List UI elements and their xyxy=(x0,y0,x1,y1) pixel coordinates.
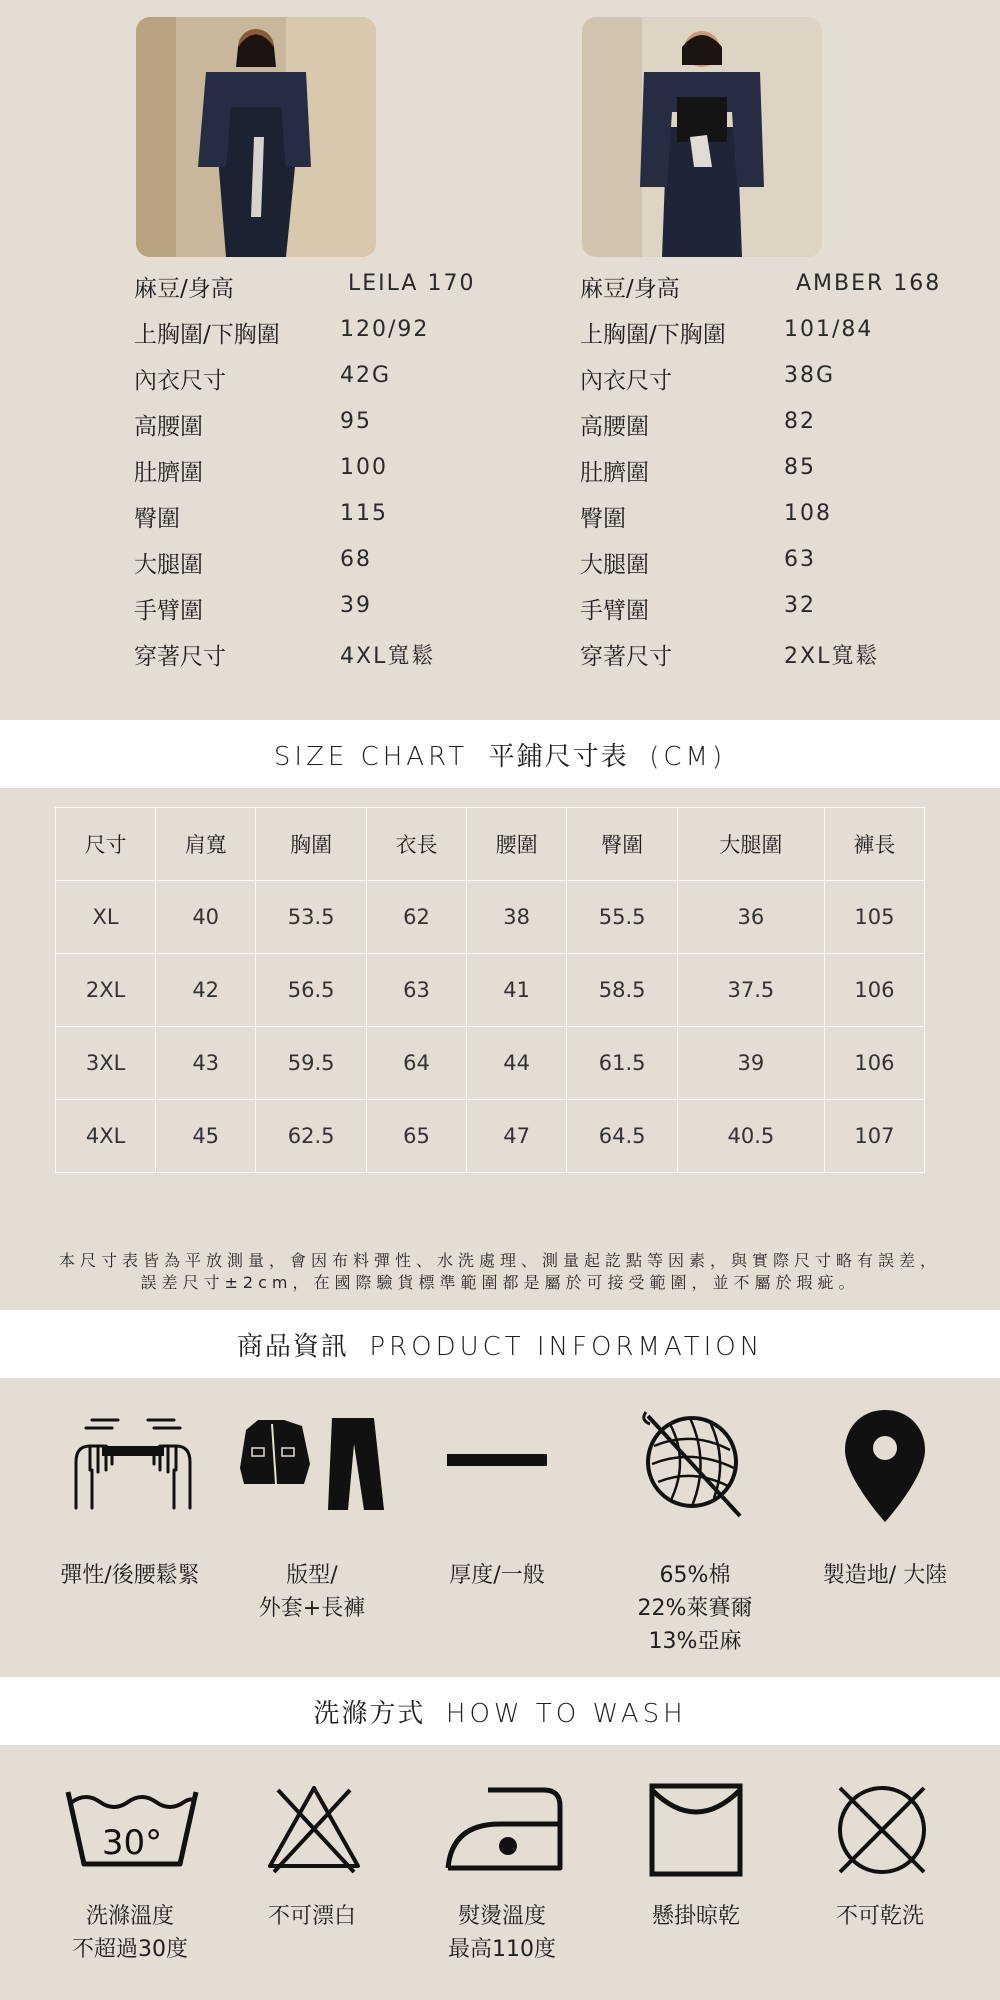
size-chart-column-header: 大腿圍 xyxy=(677,808,824,881)
model-1-row-label: 麻豆/身高 xyxy=(134,276,234,302)
model-2-row-label: 肚臍圍 xyxy=(580,460,649,486)
size-chart-column-header: 腰圍 xyxy=(467,808,567,881)
table-cell: 36 xyxy=(677,881,824,954)
wash-label-hang-dry: 懸掛晾乾 xyxy=(651,1904,740,1929)
thickness-line-icon xyxy=(447,1452,547,1472)
iron-icon xyxy=(444,1784,564,1874)
size-chart-column-header: 衣長 xyxy=(366,808,466,881)
model-2-row-label: 麻豆/身高 xyxy=(580,276,680,302)
model-2-row-label: 大腿圍 xyxy=(580,552,649,578)
table-cell: 64 xyxy=(366,1027,466,1100)
size-chart-column-header: 肩寬 xyxy=(156,808,256,881)
wash-label-no-dry-clean: 不可乾洗 xyxy=(835,1904,924,1929)
wash-title-zh: 洗滌方式 xyxy=(313,1698,426,1729)
feature-label-yarn-ball: 65%棉 22%萊賽爾 13%亞麻 xyxy=(637,1563,753,1654)
size-label-cell: 4XL xyxy=(56,1100,156,1173)
model-1-row-value: 39 xyxy=(340,593,372,618)
model-1-row-label: 內衣尺寸 xyxy=(134,368,226,394)
model-2-row-value: 101/84 xyxy=(784,317,874,342)
hang-dry-icon xyxy=(648,1782,744,1878)
feature-label-thickness-line: 厚度/一般 xyxy=(449,1563,545,1588)
table-cell: 47 xyxy=(467,1100,567,1173)
stretch-icon xyxy=(68,1412,198,1512)
size-chart-title-zh: 平鋪尺寸表 xyxy=(488,741,629,772)
model-2-row-value: 32 xyxy=(784,593,816,618)
size-label-cell: 3XL xyxy=(56,1027,156,1100)
table-cell: 44 xyxy=(467,1027,567,1100)
table-cell: 61.5 xyxy=(567,1027,678,1100)
measurement-note-line2: 誤差尺寸±2cm，在國際驗貨標準範圍都是屬於可接受範圍，並不屬於瑕疵。 xyxy=(140,1273,860,1292)
jacket-pants-icon xyxy=(236,1414,386,1514)
table-cell: 55.5 xyxy=(567,881,678,954)
table-row xyxy=(56,1027,925,1100)
feature-label-jacket-pants: 版型/ 外套+長褲 xyxy=(258,1563,366,1621)
table-cell: 59.5 xyxy=(256,1027,367,1100)
model-1-row-value: 95 xyxy=(340,409,372,434)
model-1-row-value: 42G xyxy=(340,363,392,388)
model-2-row-label: 手臂圍 xyxy=(580,598,649,624)
model-2-row-value: 82 xyxy=(784,409,816,434)
model-2-row-label: 穿著尺寸 xyxy=(580,644,672,670)
table-cell: 40.5 xyxy=(677,1100,824,1173)
model-2-row-label: 內衣尺寸 xyxy=(580,368,672,394)
model-2-row-label: 高腰圍 xyxy=(580,414,649,440)
measurement-note-line1: 本尺寸表皆為平放測量，會因布料彈性、水洗處理、測量起訖點等因素，與實際尺寸略有誤差， xyxy=(58,1251,941,1270)
no-bleach-icon xyxy=(264,1780,364,1880)
yarn-ball-icon xyxy=(640,1410,750,1520)
size-label-cell: 2XL xyxy=(56,954,156,1027)
model-2-row-value: 85 xyxy=(784,455,816,480)
table-cell: 53.5 xyxy=(256,881,367,954)
model-2-row-label: 臀圍 xyxy=(580,506,626,532)
size-chart-column-header: 胸圍 xyxy=(256,808,367,881)
size-label-cell: XL xyxy=(56,881,156,954)
table-row xyxy=(56,954,925,1027)
table-cell: 62 xyxy=(366,881,466,954)
model-1-row-value: 120/92 xyxy=(340,317,430,342)
table-cell: 64.5 xyxy=(567,1100,678,1173)
table-cell: 41 xyxy=(467,954,567,1027)
table-cell: 37.5 xyxy=(677,954,824,1027)
size-chart-title-en: SIZE CHART xyxy=(273,741,469,772)
location-pin-icon xyxy=(845,1408,925,1528)
table-cell: 40 xyxy=(156,881,256,954)
table-cell: 105 xyxy=(824,881,924,954)
table-cell: 106 xyxy=(824,1027,924,1100)
product-info-title-zh: 商品資訊 xyxy=(236,1331,349,1362)
feature-label-location-pin: 製造地/ 大陸 xyxy=(822,1563,948,1588)
table-cell: 65 xyxy=(366,1100,466,1173)
size-chart-table xyxy=(55,807,925,1173)
model-1-row-value: 68 xyxy=(340,547,372,572)
feature-label-stretch: 彈性/後腰鬆緊 xyxy=(60,1563,200,1588)
model-2-row-value: 108 xyxy=(784,501,832,526)
table-cell: 63 xyxy=(366,954,466,1027)
model-1-row-label: 大腿圍 xyxy=(134,552,203,578)
model-2-row-value: 2XL寬鬆 xyxy=(784,644,880,669)
model-1-row-label: 上胸圍/下胸圍 xyxy=(134,322,280,348)
model-1-row-label: 穿著尺寸 xyxy=(134,644,226,670)
no-dry-clean-icon xyxy=(832,1780,932,1880)
wash-header xyxy=(0,1677,1000,1745)
table-cell: 62.5 xyxy=(256,1100,367,1173)
model-2-row-value: AMBER 168 xyxy=(796,271,942,296)
table-cell: 107 xyxy=(824,1100,924,1173)
size-chart-column-header: 尺寸 xyxy=(56,808,156,881)
model-2-row-label: 上胸圍/下胸圍 xyxy=(580,322,726,348)
product-info-title-en: PRODUCT INFORMATION xyxy=(369,1331,764,1362)
size-chart-title-unit: (CM) xyxy=(649,741,727,772)
size-chart-header xyxy=(0,720,1000,788)
wash-label-wash-30: 洗滌溫度 不超過30度 xyxy=(72,1904,188,1962)
table-cell: 106 xyxy=(824,954,924,1027)
model-1-row-label: 肚臍圍 xyxy=(134,460,203,486)
model-1-row-value: 4XL寬鬆 xyxy=(340,644,436,669)
model-1-row-label: 高腰圍 xyxy=(134,414,203,440)
table-cell: 58.5 xyxy=(567,954,678,1027)
table-cell: 56.5 xyxy=(256,954,367,1027)
table-cell: 43 xyxy=(156,1027,256,1100)
model-1-row-value: LEILA 170 xyxy=(348,271,476,296)
table-cell: 45 xyxy=(156,1100,256,1173)
wash-title-en: HOW TO WASH xyxy=(445,1698,687,1729)
table-cell: 42 xyxy=(156,954,256,1027)
model-1-row-label: 手臂圍 xyxy=(134,598,203,624)
table-cell: 39 xyxy=(677,1027,824,1100)
table-cell: 38 xyxy=(467,881,567,954)
model-photo-leila xyxy=(136,17,376,257)
wash-label-no-bleach: 不可漂白 xyxy=(267,1904,356,1929)
table-row xyxy=(56,1100,925,1173)
model-2-row-value: 38G xyxy=(784,363,836,388)
model-photo-amber xyxy=(582,17,822,257)
model-1-row-value: 115 xyxy=(340,501,388,526)
product-info-header xyxy=(0,1310,1000,1378)
table-row xyxy=(56,881,925,954)
model-1-row-label: 臀圍 xyxy=(134,506,180,532)
wash-30-icon xyxy=(64,1784,204,1874)
size-chart-column-header: 褲長 xyxy=(824,808,924,881)
size-chart-header-row xyxy=(56,808,925,881)
wash-label-iron: 熨燙溫度 最高110度 xyxy=(448,1904,556,1962)
model-2-row-value: 63 xyxy=(784,547,816,572)
model-1-row-value: 100 xyxy=(340,455,388,480)
wash-temp-label: 30° xyxy=(101,1823,163,1863)
size-chart-column-header: 臀圍 xyxy=(567,808,678,881)
